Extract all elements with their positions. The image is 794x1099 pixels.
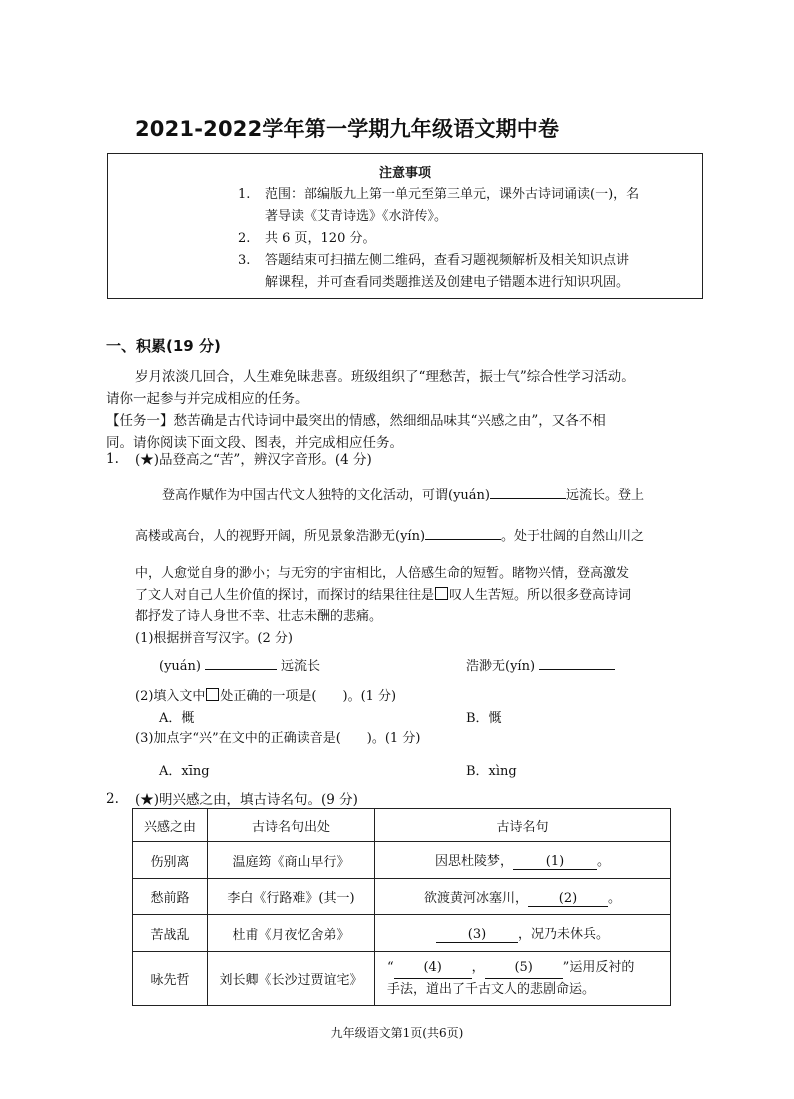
table-header: 兴感之由 xyxy=(133,809,208,842)
passage-line: 中，人愈觉自身的渺小；与无穷的宇宙相比，人倍感生命的短暂。睹物兴情，登高激发 xyxy=(135,566,630,581)
answer-blank[interactable] xyxy=(205,657,277,670)
intro-line-2: 请你一起参与并完成相应的任务。 xyxy=(106,391,309,407)
passage-text: 远流长。登上 xyxy=(565,488,644,503)
page-footer: 九年级语文第1页(共6页) xyxy=(330,1026,464,1040)
question-number: 2. xyxy=(106,791,119,807)
passage-line xyxy=(135,584,631,603)
verse-text: 手法，道出了千古文人的悲剧命运。 xyxy=(387,982,596,997)
source-cell: 杜甫《月夜忆舍弟》 xyxy=(208,915,375,952)
source-cell: 李白《行路难》(其一) xyxy=(208,879,375,915)
sub-question-text: 处正确的一项是( )。(1 分) xyxy=(220,689,397,704)
passage-text: 了文人对自己人生价值的探讨，而探讨的结果往往是 xyxy=(135,588,435,603)
passage-text: 登高作赋作为中国古代文人独特的文化活动，可谓(yuán) xyxy=(162,488,490,503)
notice-item-3 xyxy=(238,250,693,294)
question-stem: (★)品登高之“苦”，辨汉字音形。(4 分) xyxy=(135,452,372,468)
sub1-item-b xyxy=(466,655,615,674)
passage-line: 都抒发了诗人身世不幸、壮志未酬的悲痛。 xyxy=(135,609,383,624)
verse-text: 。 xyxy=(608,890,622,906)
option-a[interactable]: A．xīng xyxy=(159,764,210,779)
option-b[interactable]: B．xìng xyxy=(466,764,517,779)
reason-cell: 伤别离 xyxy=(133,842,208,879)
notice-item-number: 1. xyxy=(238,187,251,202)
verse-cell xyxy=(375,952,671,1006)
intro-line-1: 岁月浓淡几回合，人生难免昧悲喜。班级组织了“理愁苦，振士气”综合性学习活动。 xyxy=(135,369,635,385)
answer-blank[interactable] xyxy=(490,486,566,499)
phrase-text: 远流长 xyxy=(280,659,320,674)
poem-table xyxy=(132,808,671,1006)
option-a[interactable]: A．概 xyxy=(159,711,195,726)
passage-text: 叹人生苦短。所以很多登高诗词 xyxy=(449,588,632,603)
passage-line xyxy=(135,525,644,544)
verse-text: “ xyxy=(387,960,394,975)
answer-blank[interactable] xyxy=(425,527,501,540)
sub-question-1: (1)根据拼音写汉字。(2 分) xyxy=(135,631,293,646)
source-cell: 温庭筠《商山早行》 xyxy=(208,842,375,879)
table-row xyxy=(133,842,671,879)
reason-cell: 咏先哲 xyxy=(133,952,208,1006)
fill-box xyxy=(435,587,448,600)
answer-blank[interactable]: (4) xyxy=(394,957,472,979)
task1-line-1: 【任务一】愁苦确是古代诗词中最突出的情感，然细细品味其“兴感之由”，又各不相 xyxy=(106,413,606,429)
notice-box xyxy=(107,153,703,299)
answer-blank[interactable]: (1) xyxy=(513,854,597,870)
sub1-item-a xyxy=(159,655,320,674)
notice-item-text: 范围：部编版九上第一单元至第三单元，课外古诗词诵读(一)，名 xyxy=(265,187,640,202)
notice-item-text: 共 6 页，120 分。 xyxy=(265,231,376,246)
answer-blank[interactable]: (5) xyxy=(485,957,563,979)
sub-question-text: (2)填入文中 xyxy=(135,689,206,704)
table-header: 古诗名句出处 xyxy=(208,809,375,842)
verse-text: 。 xyxy=(597,854,611,869)
question-number: 1. xyxy=(106,451,119,467)
notice-item-2 xyxy=(238,228,693,250)
notice-item-text: 著导读《艾青诗选》《水浒传》。 xyxy=(265,209,448,224)
answer-blank[interactable] xyxy=(539,657,615,670)
notice-item-1 xyxy=(238,184,693,228)
verse-text: ，况乃未休兵。 xyxy=(517,927,609,942)
fill-box xyxy=(206,688,219,701)
option-b[interactable]: B．慨 xyxy=(466,711,502,726)
verse-cell xyxy=(375,842,671,879)
notice-item-text: 解课程，并可查看同类题推送及创建电子错题本进行知识巩固。 xyxy=(265,275,630,290)
notice-heading: 注意事项 xyxy=(378,166,431,181)
verse-cell xyxy=(375,879,671,915)
table-row xyxy=(133,879,671,915)
table-header-row xyxy=(133,809,671,842)
answer-blank[interactable]: (2) xyxy=(528,891,608,907)
passage-text: 高楼或高台，人的视野开阔，所见景象浩渺无(yín) xyxy=(135,529,426,544)
source-cell: 刘长卿《长沙过贾谊宅》 xyxy=(208,952,375,1006)
answer-blank[interactable]: (3) xyxy=(436,927,518,943)
verse-cell xyxy=(375,915,671,952)
table-row xyxy=(133,952,671,1006)
verse-text: ， xyxy=(471,960,485,975)
verse-text: ”运用反衬的 xyxy=(562,960,635,975)
pinyin-label: (yuán) xyxy=(159,659,201,674)
sub-question-3: (3)加点字“兴”在文中的正确读音是( )。(1 分) xyxy=(135,731,421,746)
section-heading: 一、积累(19 分) xyxy=(106,337,221,355)
verse-text: 欲渡黄河冰塞川， xyxy=(423,890,528,906)
passage-line xyxy=(162,484,644,503)
table-header: 古诗名句 xyxy=(375,809,671,842)
sub-question-2 xyxy=(135,685,396,704)
notice-item-number: 3. xyxy=(238,253,251,268)
pinyin-label: 浩渺无(yín) xyxy=(466,659,536,674)
task1-line-2: 同。请你阅读下面文段、图表，并完成相应任务。 xyxy=(106,435,403,451)
passage-text: 。处于壮阔的自然山川之 xyxy=(501,529,645,544)
reason-cell: 愁前路 xyxy=(133,879,208,915)
notice-item-text: 答题结束可扫描左侧二维码，查看习题视频解析及相关知识点讲 xyxy=(265,253,630,268)
reason-cell: 苦战乱 xyxy=(133,915,208,952)
table-row xyxy=(133,915,671,952)
page-title: 2021-2022学年第一学期九年级语文期中卷 xyxy=(135,117,560,141)
notice-item-number: 2. xyxy=(238,231,251,246)
question-stem: (★)明兴感之由，填古诗名句。(9 分) xyxy=(135,792,358,808)
verse-text: 因思杜陵梦， xyxy=(434,854,513,869)
